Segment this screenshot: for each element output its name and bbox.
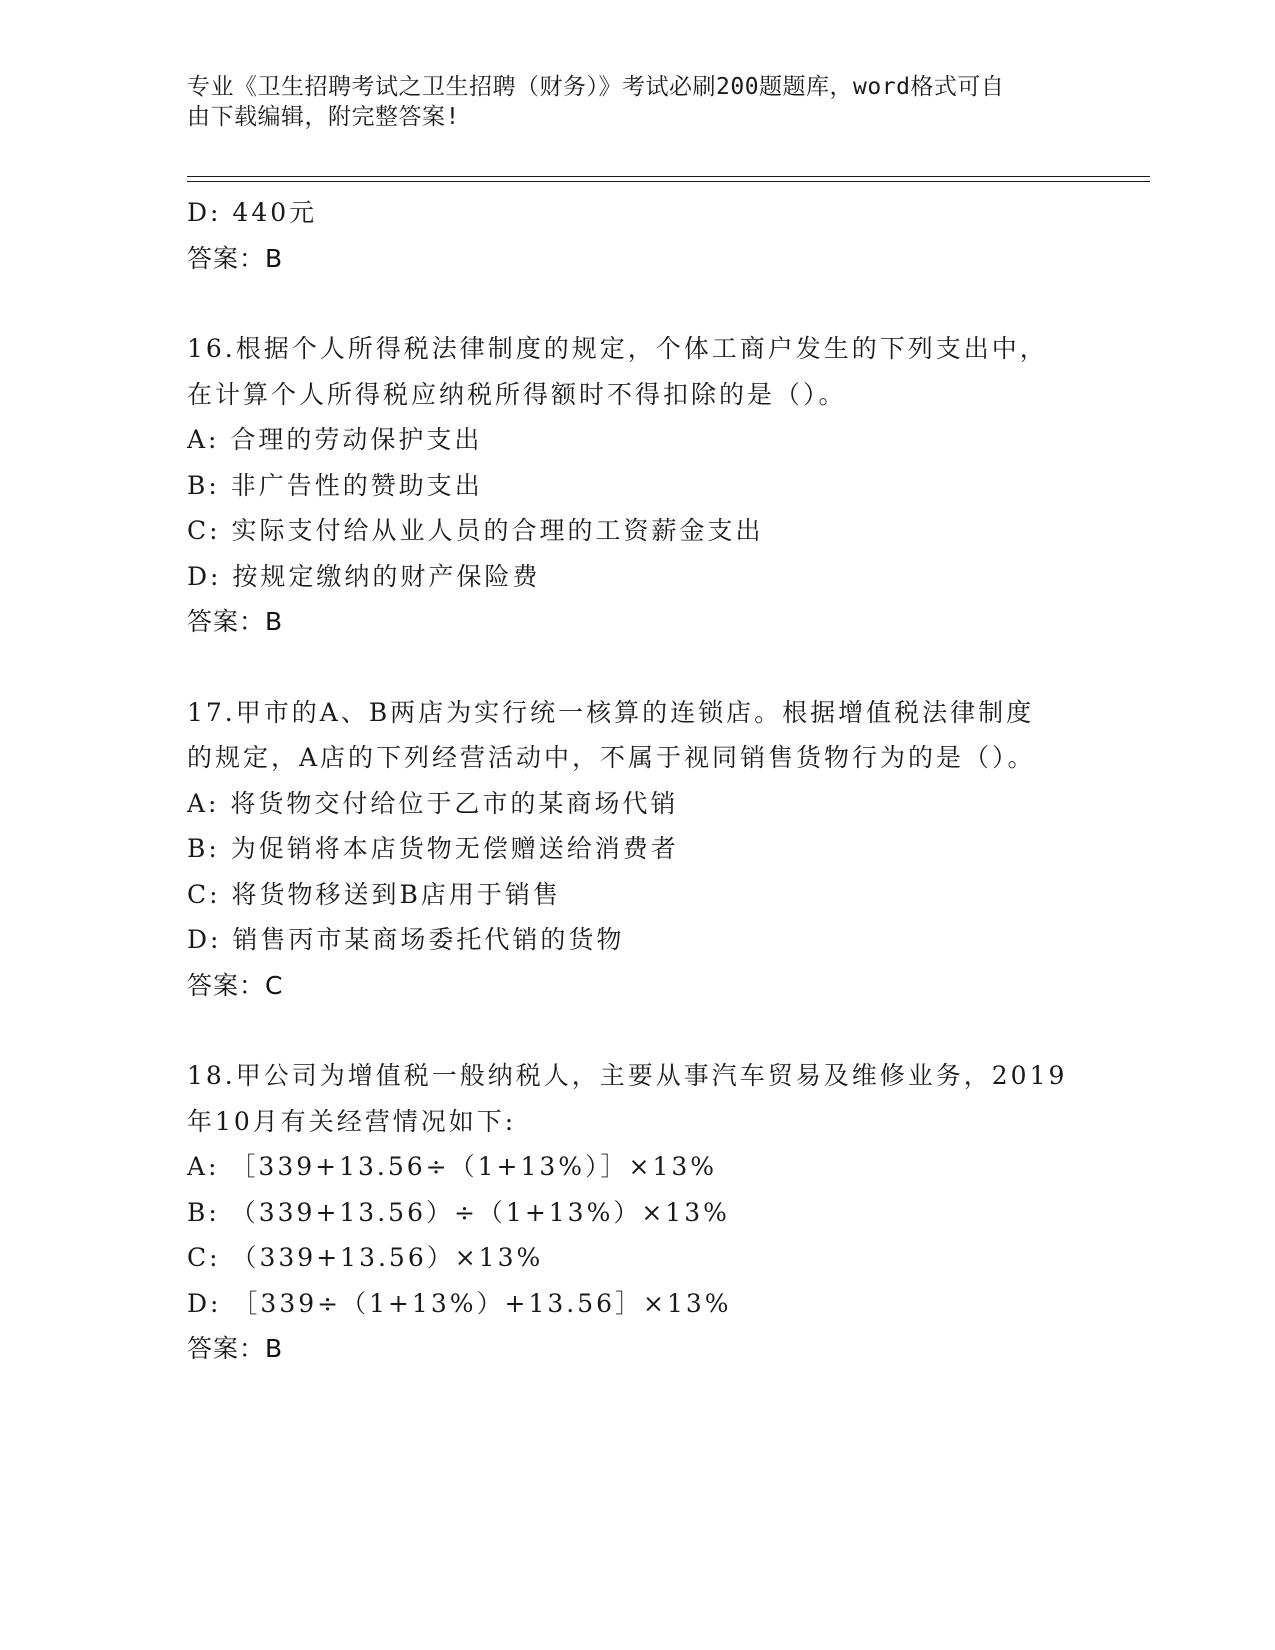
option-a: A: 将货物交付给位于乙市的某商场代销 (187, 788, 679, 818)
option-c: C: （339+13.56）×13% (187, 1243, 544, 1272)
option-c: C: 实际支付给从业人员的合理的工资薪金支出 (187, 516, 764, 545)
spacer (187, 281, 1087, 326)
question-18 (187, 1053, 1087, 1372)
option-d: D: 按规定缴纳的财产保险费 (187, 561, 541, 591)
option-d: D: 销售丙市某商场委托代销的货物 (187, 925, 625, 954)
question-17 (187, 690, 1087, 1009)
header-line-2: 由下载编辑，附完整答案! (187, 104, 460, 130)
option-b: B: 为促销将本店货物无偿赠送给消费者 (187, 834, 679, 863)
question-stem-line: 年10月有关经营情况如下: (187, 1106, 517, 1136)
option-a: A: ［339+13.56÷（1+13%）］×13% (187, 1152, 718, 1181)
question-stem-line: 17.甲市的A、B两店为实行统一核算的连锁店。根据增值税法律制度 (187, 697, 1035, 727)
document-header (187, 72, 1077, 132)
option-d: D: 440元 (187, 198, 318, 227)
question-16 (187, 326, 1087, 645)
answer-line: 答案：B (187, 243, 284, 273)
answer-line: 答案：C (187, 970, 284, 1000)
question-stem-line: 18.甲公司为增值税一般纳税人，主要从事汽车贸易及维修业务，2019 (187, 1061, 1068, 1090)
spacer (187, 1008, 1087, 1053)
question-stem-line: 的规定，A店的下列经营活动中，不属于视同销售货物行为的是（）。 (187, 743, 1036, 772)
question-content (187, 190, 1087, 1372)
header-line-1: 专业《卫生招聘考试之卫生招聘（财务）》考试必刷200题题库，word格式可自 (187, 74, 1005, 100)
header-divider-top (187, 176, 1150, 177)
option-b: B: （339+13.56）÷（1+13%）×13% (187, 1197, 730, 1227)
answer-line: 答案：B (187, 1334, 284, 1363)
option-d: D: ［339÷（1+13%）+13.56］×13% (187, 1288, 732, 1318)
header-divider-bottom (187, 181, 1150, 182)
option-c: C: 将货物移送到B店用于销售 (187, 879, 561, 909)
question-stem-line: 在计算个人所得税应纳税所得额时不得扣除的是（）。 (187, 379, 847, 409)
option-b: B: 非广告性的赞助支出 (187, 470, 483, 500)
previous-question-tail (187, 190, 1087, 281)
option-a: A: 合理的劳动保护支出 (187, 425, 483, 454)
question-stem-line: 16.根据个人所得税法律制度的规定，个体工商户发生的下列支出中， (187, 334, 1048, 363)
answer-line: 答案：B (187, 607, 284, 636)
spacer (187, 645, 1087, 690)
